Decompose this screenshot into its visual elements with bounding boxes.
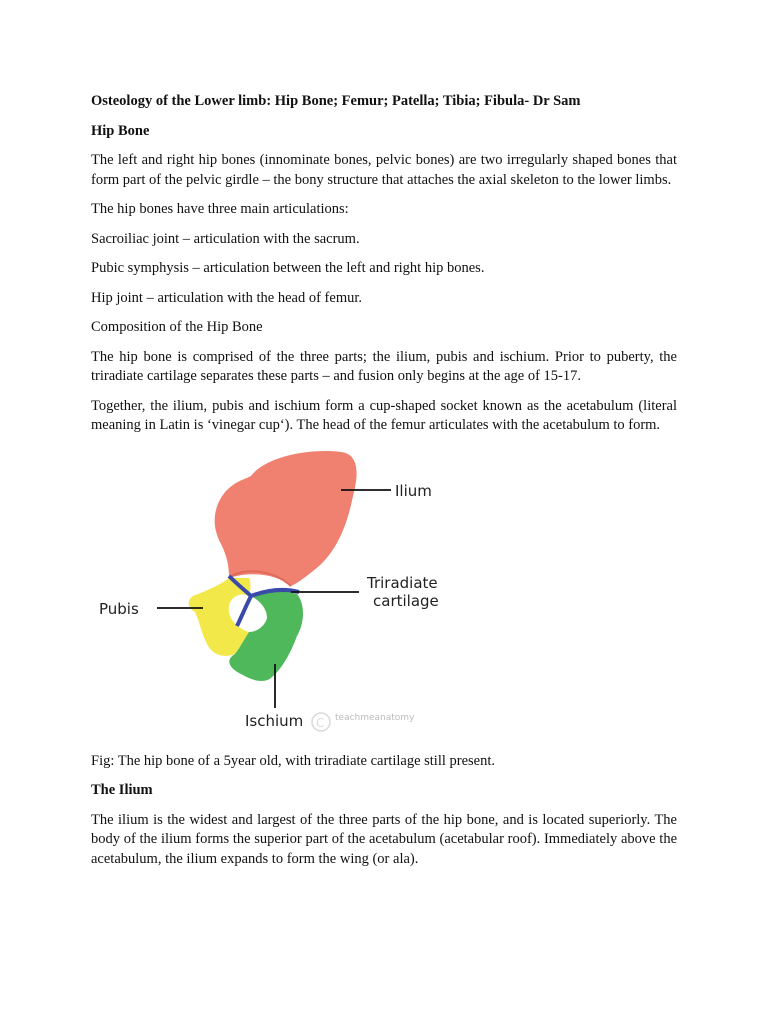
paragraph-hip-joint: Hip joint – articulation with the head of femur.: [91, 289, 363, 306]
svg-text:C: C: [316, 715, 325, 730]
section-heading-hip-bone: Hip Bone: [91, 122, 150, 139]
paragraph-composition: Composition of the Hip Bone: [91, 319, 263, 335]
pubis-label: Pubis: [99, 599, 139, 618]
ischium-label: Ischium: [245, 711, 304, 730]
figure-caption: Fig: The hip bone of a 5year old, with triradiate cartilage still present.: [91, 752, 496, 769]
paragraph-acetabulum: Together, the ilium, pubis and ischium form a cup-shaped socket known as the acetabulum (literal meaning in Latin is ‘vinegar cup‘). The head of the femur articulates with the acetabulum to form.: [91, 397, 677, 433]
paragraph-three-parts: The hip bone is comprised of the three parts; the ilium, pubis and ischium. Prior to puberty, the triradiate cartilage separates these parts – and fusion only begins at the age of 15-17.: [91, 348, 677, 384]
watermark-text: teachmeanatomy: [335, 712, 415, 723]
paragraph-sacroiliac: Sacroiliac joint – articulation with the sacrum.: [91, 230, 360, 247]
triradiate-label-line2: cartilage: [373, 591, 439, 610]
copyright-watermark-icon: [312, 713, 330, 731]
paragraph-pubic-symphysis: Pubic symphysis – articulation between the left and right hip bones.: [91, 260, 485, 276]
paragraph-articulations: The hip bones have three main articulations:: [91, 201, 349, 217]
document-title: Osteology of the Lower limb: Hip Bone; Femur; Patella; Tibia; Fibula- Dr Sam: [91, 93, 581, 109]
triradiate-label-line1: Triradiate: [367, 573, 438, 592]
section-heading-ilium: The Ilium: [91, 782, 153, 798]
paragraph-intro: The left and right hip bones (innominate bones, pelvic bones) are two irregularly shaped bones that form part of the pelvic girdle – the bony structure that attaches the axial skeleton to the lower limbs.: [91, 152, 677, 188]
hip-bone-illustration: [91, 446, 677, 746]
hip-bone-figure: [91, 446, 677, 746]
ilium-shape: [215, 451, 357, 586]
document-page: [91, 92, 677, 879]
paragraph-ilium: The ilium is the widest and largest of the three parts of the hip bone, and is located superiorly. The body of the ilium forms the superior part of the acetabulum (acetabular roof). Immediately above the acetabulum, the ilium expands to form the wing (or ala).: [91, 811, 677, 867]
ilium-label: Ilium: [395, 481, 432, 500]
